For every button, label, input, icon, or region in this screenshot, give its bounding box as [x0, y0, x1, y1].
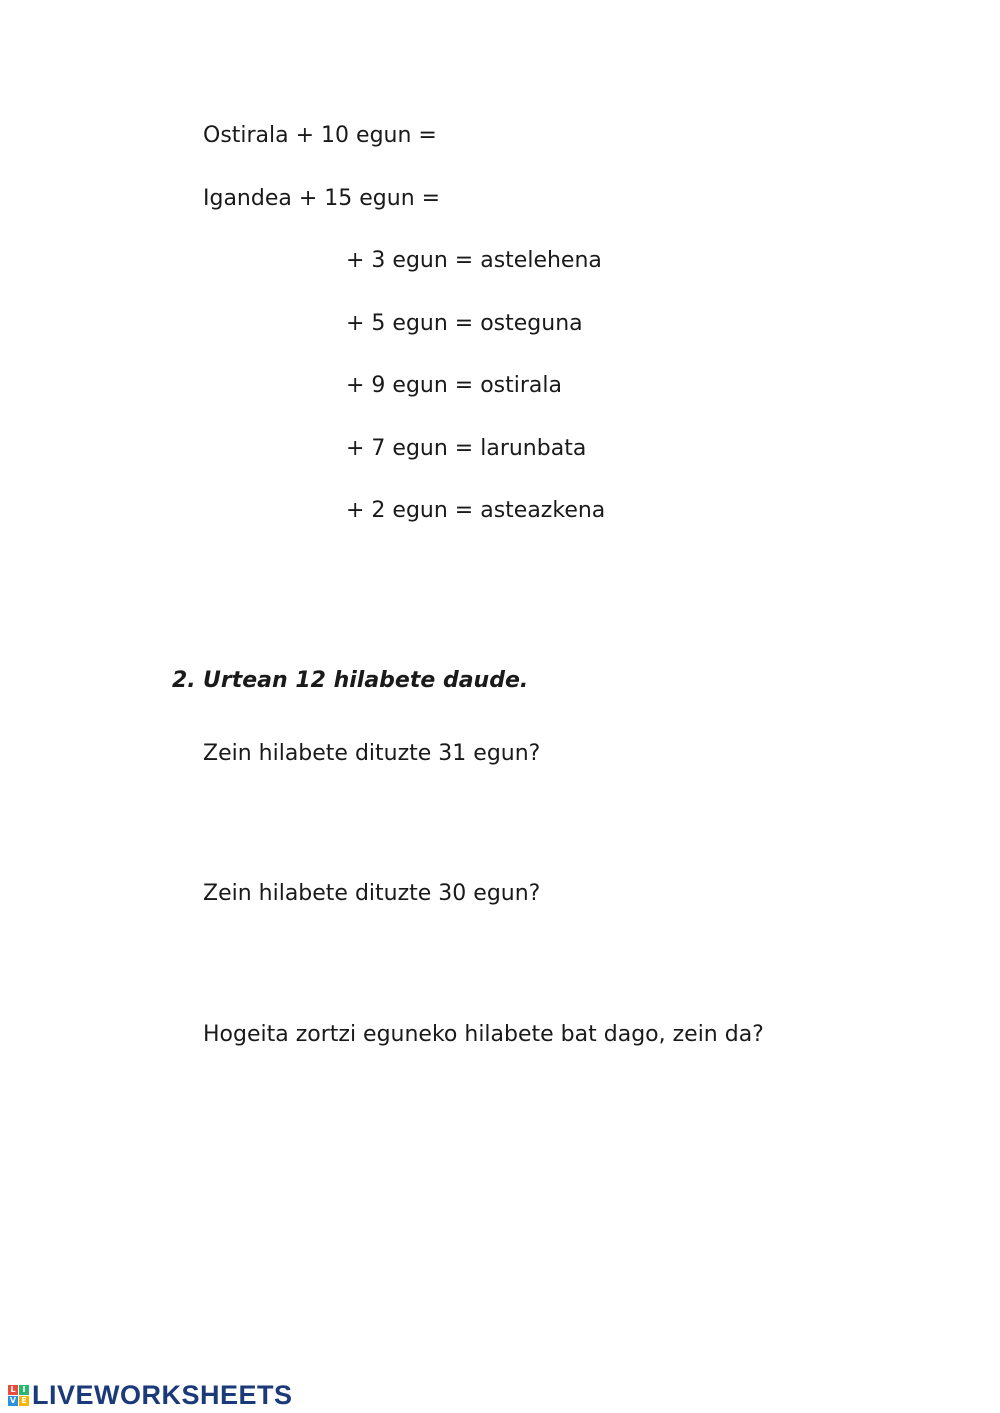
question-31-days: Zein hilabete dituzte 31 egun? [203, 741, 541, 766]
sum-line-igandea: Igandea + 15 egun = [203, 186, 441, 211]
liveworksheets-logo [8, 1380, 293, 1410]
sum-line-larunbata: + 7 egun = larunbata [346, 436, 587, 461]
question-28-days: Hogeita zortzi eguneko hilabete bat dago, zein da? [203, 1022, 764, 1047]
sum-line-ostirala: + 9 egun = ostirala [346, 373, 563, 398]
logo-mark-cell: L [8, 1385, 18, 1395]
sum-line-osteguna: + 5 egun = osteguna [346, 311, 583, 336]
sum-line-astelehena: + 3 egun = astelehena [346, 248, 602, 273]
sum-line-ostirala: Ostirala + 10 egun = [203, 123, 437, 148]
sum-line-asteazkena: + 2 egun = asteazkena [346, 498, 606, 523]
logo-text: LIVEWORKSHEETS [32, 1379, 293, 1410]
logo-mark-cell: I [19, 1385, 29, 1395]
exercise-2-heading [172, 667, 528, 695]
exercise-title: Urtean 12 hilabete daude. [203, 668, 529, 693]
logo-mark-icon [8, 1385, 29, 1406]
logo-mark-cell: E [19, 1396, 29, 1406]
question-30-days: Zein hilabete dituzte 30 egun? [203, 881, 541, 906]
exercise-number: 2. [172, 668, 196, 693]
logo-mark-cell: V [9, 1395, 17, 1405]
